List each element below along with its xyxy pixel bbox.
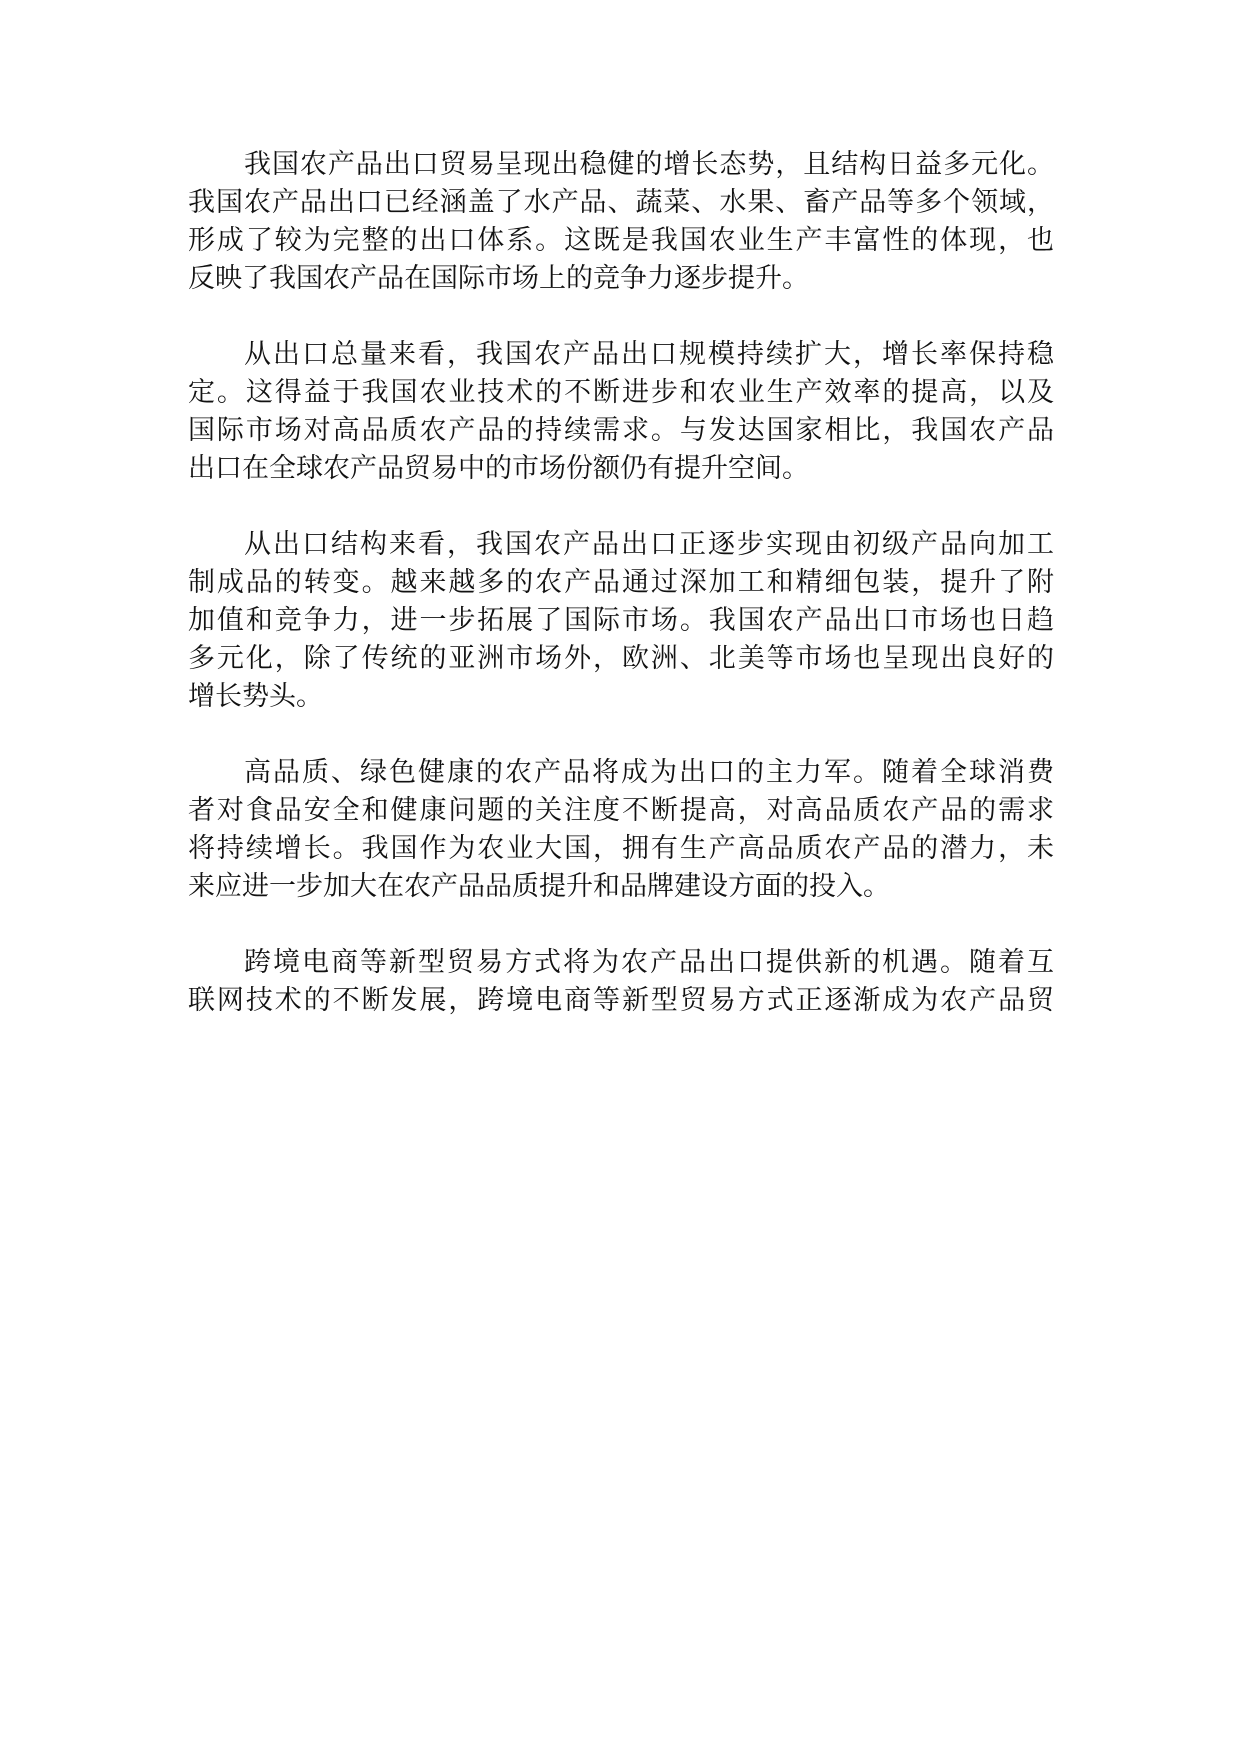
text-line: 定。这得益于我国农业技术的不断进步和农业生产效率的提高，以及	[188, 377, 1054, 408]
text-line: 加值和竞争力，进一步拓展了国际市场。我国农产品出口市场也日趋	[188, 605, 1054, 636]
text-line: 多元化，除了传统的亚洲市场外，欧洲、北美等市场也呈现出良好的	[188, 643, 1054, 674]
text-line: 我国农产品出口已经涵盖了水产品、蔬菜、水果、畜产品等多个领域，	[188, 187, 1054, 218]
text-line: 从出口结构来看，我国农产品出口正逐步实现由初级产品向加工	[244, 529, 1054, 560]
text-line: 从出口总量来看，我国农产品出口规模持续扩大，增长率保持稳	[244, 339, 1054, 370]
text-line: 反映了我国农产品在国际市场上的竞争力逐步提升。	[188, 263, 809, 294]
text-line: 来应进一步加大在农产品品质提升和品牌建设方面的投入。	[188, 871, 890, 902]
text-line: 将持续增长。我国作为农业大国，拥有生产高品质农产品的潜力，未	[188, 833, 1054, 864]
text-line: 我国农产品出口贸易呈现出稳健的增长态势，且结构日益多元化。	[244, 149, 1054, 180]
paragraph	[188, 526, 1054, 716]
text-line: 高品质、绿色健康的农产品将成为出口的主力军。随着全球消费	[244, 757, 1054, 788]
body-text	[188, 146, 1054, 1020]
paragraph	[188, 336, 1054, 488]
text-line: 国际市场对高品质农产品的持续需求。与发达国家相比，我国农产品	[188, 415, 1054, 446]
text-line: 形成了较为完整的出口体系。这既是我国农业生产丰富性的体现，也	[188, 225, 1054, 256]
text-line: 跨境电商等新型贸易方式将为农产品出口提供新的机遇。随着互	[244, 947, 1054, 978]
text-line: 出口在全球农产品贸易中的市场份额仍有提升空间。	[188, 453, 809, 484]
paragraph	[188, 146, 1054, 298]
paragraph	[188, 944, 1054, 1020]
text-line: 者对食品安全和健康问题的关注度不断提高，对高品质农产品的需求	[188, 795, 1054, 826]
text-line: 联网技术的不断发展，跨境电商等新型贸易方式正逐渐成为农产品贸	[188, 985, 1054, 1016]
text-line: 增长势头。	[188, 681, 323, 712]
text-line: 制成品的转变。越来越多的农产品通过深加工和精细包装，提升了附	[188, 567, 1054, 598]
paragraph	[188, 754, 1054, 906]
